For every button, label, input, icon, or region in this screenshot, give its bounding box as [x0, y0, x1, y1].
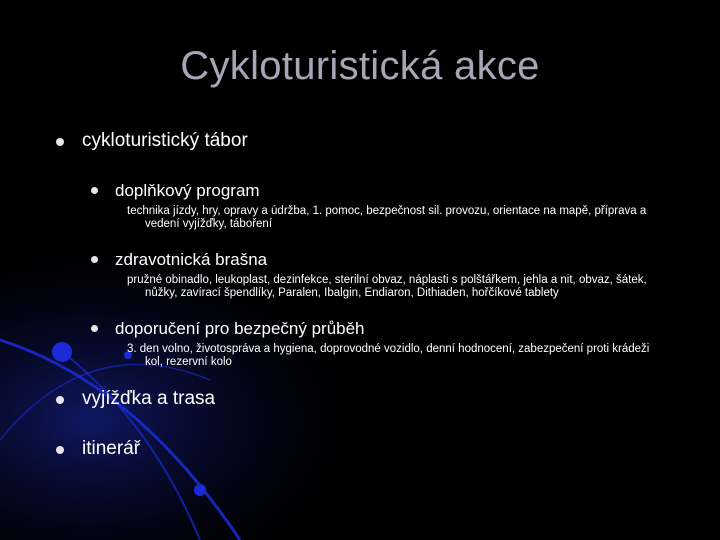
detail-line: 3. den volno, životospráva a hygiena, doprovodné vozidlo, denní hodnocení, zabezpečení proti krádeži [127, 343, 650, 355]
detail-line: kol, rezervní kolo [145, 356, 232, 368]
subitem-detail [127, 205, 687, 231]
subitem-detail [127, 274, 687, 300]
subitem-label: doporučení pro bezpečný průběh [115, 319, 365, 338]
detail-line: nůžky, zavírací špendlíky, Paralen, Ibalgin, Endiaron, Dithiaden, hořčíkové tablety [145, 287, 559, 299]
item-label: itinerář [82, 438, 141, 459]
subitem-detail [127, 343, 687, 369]
detail-line: pružné obinadlo, leukoplast, dezinfekce, sterilní obvaz, náplasti s polštářkem, jehla a nit, obvaz, šátek, [127, 274, 647, 286]
subitem-label: zdravotnická brašna [115, 250, 268, 269]
bullet-icon [91, 325, 98, 332]
bullet-icon [56, 138, 64, 146]
bullet-icon [56, 396, 64, 404]
subitem-label: doplňkový program [115, 181, 260, 200]
bullet-icon [91, 187, 98, 194]
orb-2 [194, 484, 206, 496]
item-label: vyjížďka a trasa [82, 388, 216, 409]
orb-1 [52, 342, 72, 362]
slide-title: Cykloturistická akce [180, 44, 540, 88]
detail-line: vedení vyjížďky, táboření [145, 218, 273, 230]
detail-line: technika jízdy, hry, opravy a údržba, 1. pomoc, bezpečnost sil. provozu, orientace na mapě, příprava a [127, 205, 647, 217]
item-label: cykloturistický tábor [82, 130, 248, 151]
bullet-icon [91, 256, 98, 263]
bullet-icon [56, 446, 64, 454]
